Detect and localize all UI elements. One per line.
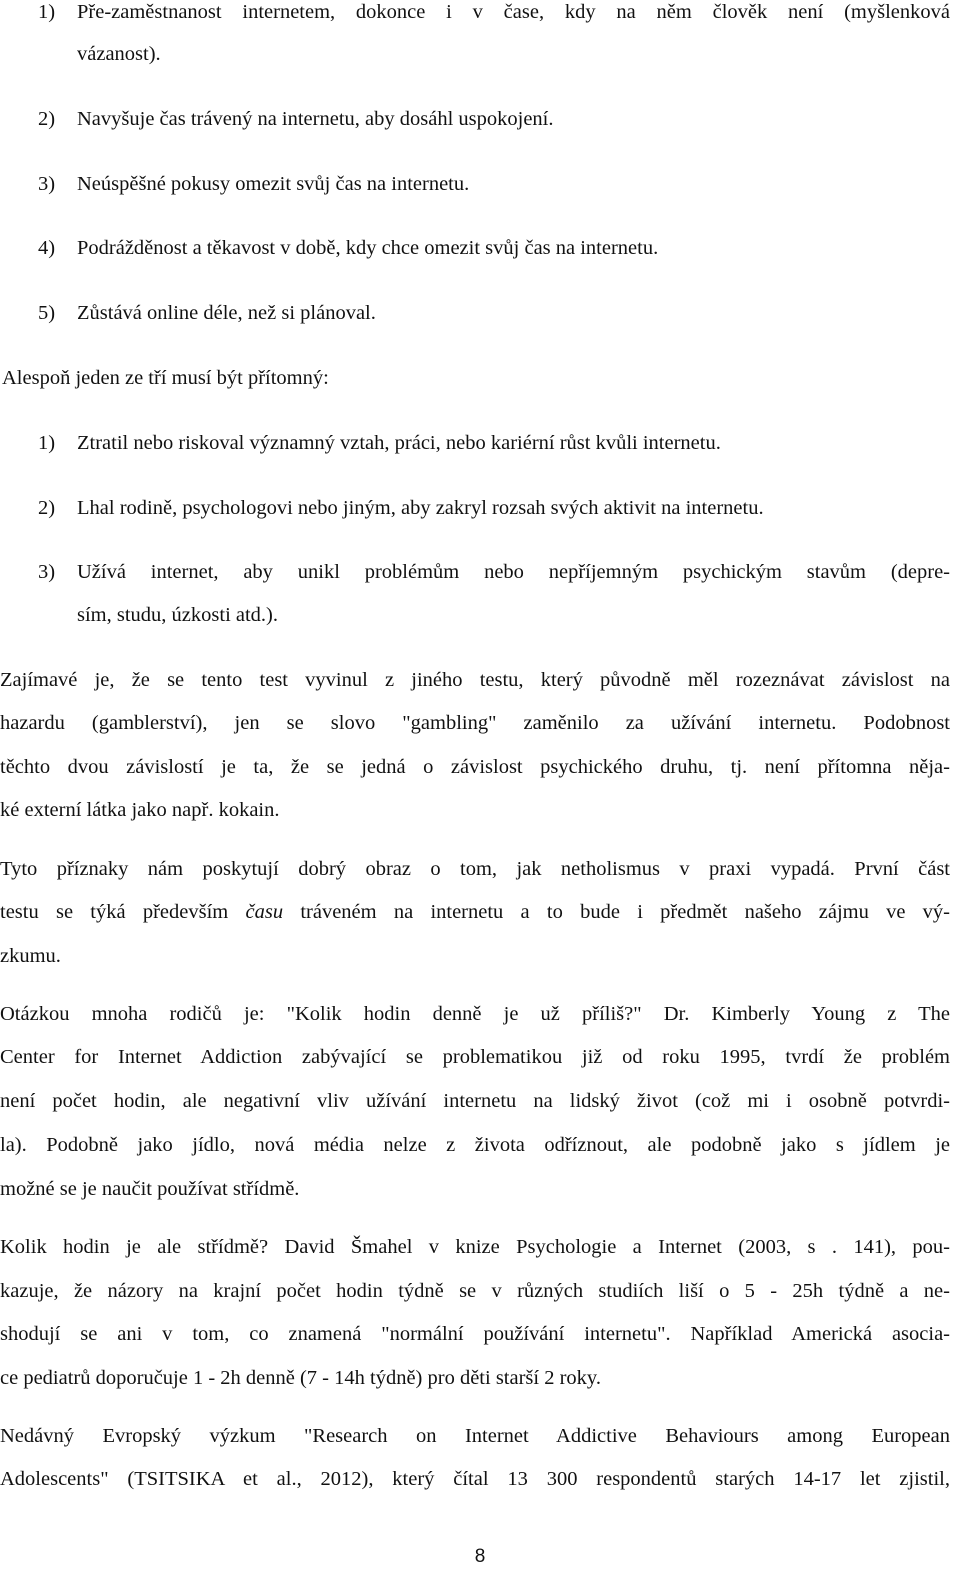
paragraph-line: ké externí látka jako např. kokain. [0,799,280,821]
paragraph-text: testu se týká především [0,901,246,923]
paragraph-line [0,900,950,924]
paragraph-line: zkumu. [0,945,61,967]
paragraph-line: není počet hodin, ale negativní vliv užívání internetu na lidský život (což mi i osobně potvrdi- [0,1090,950,1112]
paragraph-line: těchto dvou závislostí je ta, že se jedná o závislost psychického druhu, tj. není přítomna něja- [0,756,950,778]
list-number: 2) [38,108,56,130]
list-text: Neúspěšné pokusy omezit svůj čas na internetu. [77,173,470,195]
paragraph-line: Kolik hodin je ale střídmě? David Šmahel v knize Psychologie a Internet (2003, s . 141), pou- [0,1236,950,1258]
paragraph-line: Center for Internet Addiction zabývající se problematikou již od roku 1995, tvrdí že problém [0,1046,950,1068]
list-text-continuation: sím, studu, úzkosti atd.). [77,604,279,626]
paragraph-line: kazuje, že názory na krajní počet hodin týdně se v různých studiích liší o 5 - 25h týdně a ne- [0,1280,950,1302]
list-number: 3) [38,561,56,583]
list-text: Podrážděnost a těkavost v době, kdy chce omezit svůj čas na internetu. [77,237,659,259]
page-number: 8 [474,1546,486,1567]
list-number: 4) [38,237,56,259]
list-number: 1) [38,432,56,454]
paragraph-line: Adolescents" (TSITSIKA et al., 2012), který čítal 13 300 respondentů starých 14-17 let zjistil, [0,1468,950,1490]
list-text: Ztratil nebo riskoval významný vztah, práci, nebo kariérní růst kvůli internetu. [77,432,721,454]
paragraph-line: možné se je naučit používat střídmě. [0,1178,300,1200]
list-text: Navyšuje čas trávený na internetu, aby dosáhl uspokojení. [77,108,554,130]
list-number: 2) [38,497,56,519]
list-number: 3) [38,173,56,195]
paragraph-line: la). Podobně jako jídlo, nová média nelze z života odříznout, ale podobně jako s jídlem je [0,1134,950,1156]
list-text-continuation: vázanost). [77,43,161,65]
paragraph-text: tráveném na internetu a to bude i předmět našeho zájmu ve vý- [283,901,951,923]
list-text: Užívá internet, aby unikl problémům nebo nepříjemným psychickým stavům (depre- [77,561,950,583]
paragraph-line: Otázkou mnoha rodičů je: "Kolik hodin denně je už příliš?" Dr. Kimberly Young z The [0,1003,950,1025]
list-text: Lhal rodině, psychologovi nebo jiným, aby zakryl rozsah svých aktivit na internetu. [77,497,764,519]
paragraph-line: hazardu (gamblerství), jen se slovo "gambling" zaměnilo za užívání internetu. Podobnost [0,712,950,734]
paragraph-line: Zajímavé je, že se tento test vyvinul z jiného testu, který původně měl rozeznávat závislost na [0,669,950,691]
paragraph-line: Tyto příznaky nám poskytují dobrý obraz o tom, jak netholismus v praxi vypadá. První část [0,858,950,880]
list-text: Pře-zaměstnanost internetem, dokonce i v čase, kdy na něm člověk není (myšlenková [77,1,950,23]
paragraph-line: Nedávný Evropský výzkum "Research on Internet Addictive Behaviours among European [0,1425,950,1447]
criteria-intro: Alespoň jeden ze tří musí být přítomný: [2,367,329,389]
list-text: Zůstává online déle, než si plánoval. [77,302,376,324]
paragraph-line: ce pediatrů doporučuje 1 - 2h denně (7 - 14h týdně) pro děti starší 2 roky. [0,1367,601,1389]
list-number: 5) [38,302,56,324]
paragraph-line: shodují se ani v tom, co znamená "normální používání internetu". Například Americká asocia- [0,1323,950,1345]
emphasis-text: času [245,901,284,923]
list-number: 1) [38,1,56,23]
